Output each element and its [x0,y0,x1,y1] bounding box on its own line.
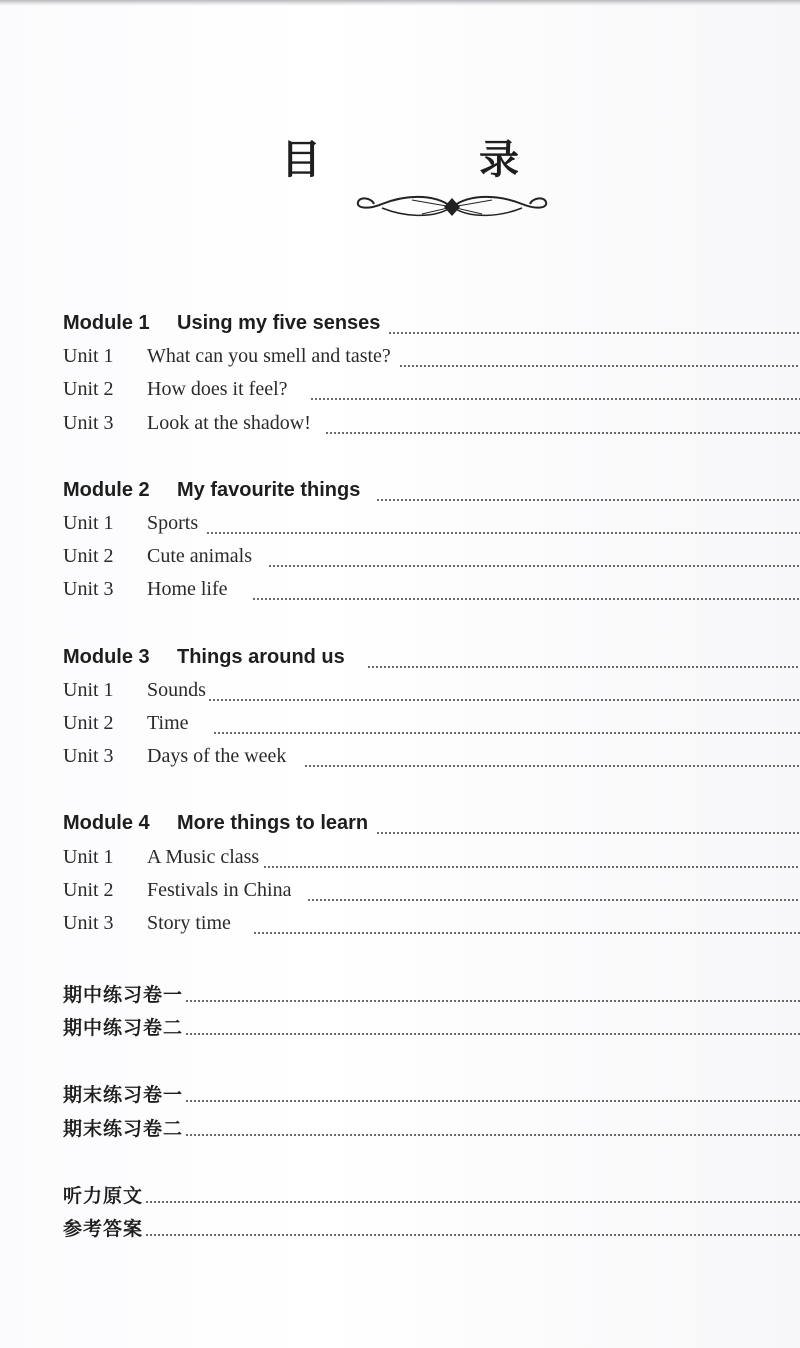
module-number: Module 4 [63,812,150,834]
dot-leader [376,479,800,509]
toc-entry-midterm-2[interactable] [63,1013,800,1043]
page-title: 目 录 [281,137,591,183]
unit-title: Time [147,712,189,734]
dot-leader [304,745,800,775]
unit-title: A Music class [147,846,260,868]
toc-entry-unit[interactable] [63,512,800,542]
entry-title: 期末练习卷二 [63,1118,184,1140]
dot-leader [388,312,800,342]
decorative-flourish-icon [352,192,552,222]
dot-leader [145,1181,800,1211]
toc-entry-final-2[interactable] [63,1114,800,1144]
entry-title: 期中练习卷二 [63,1017,184,1039]
unit-title: Story time [147,912,231,934]
toc-entry-unit[interactable] [63,545,800,575]
unit-number: Unit 3 [63,412,114,434]
unit-number: Unit 2 [63,545,114,567]
unit-number: Unit 1 [63,345,114,367]
dot-leader [310,378,800,408]
dot-leader [253,912,800,942]
entry-title: 参考答案 [63,1218,144,1240]
toc-entry-midterm-1[interactable] [63,980,800,1010]
dot-leader [268,545,800,575]
entry-title: 期中练习卷一 [63,984,184,1006]
toc-entry-unit[interactable] [63,912,800,942]
dot-leader [145,1214,800,1244]
module-number: Module 1 [63,312,150,334]
unit-number: Unit 3 [63,745,114,767]
toc-entry-unit[interactable] [63,745,800,775]
unit-title: How does it feel? [147,378,288,400]
toc-entry-module-2[interactable] [63,479,800,509]
toc-entry-unit[interactable] [63,345,800,375]
dot-leader [213,712,800,742]
dot-leader [206,512,800,542]
unit-number: Unit 3 [63,912,114,934]
toc-entry-answer-key[interactable] [63,1214,800,1244]
dot-leader [252,578,800,608]
unit-number: Unit 1 [63,512,114,534]
dot-leader [208,679,800,709]
unit-title: Home life [147,578,228,600]
toc-entry-module-1[interactable] [63,312,800,342]
toc-entry-final-1[interactable] [63,1080,800,1110]
module-number: Module 2 [63,479,150,501]
unit-number: Unit 2 [63,879,114,901]
unit-title: What can you smell and taste? [147,345,391,367]
module-title: Using my five senses [177,312,381,334]
dot-leader [185,980,800,1010]
page-top-edge [0,0,800,6]
unit-number: Unit 2 [63,712,114,734]
module-title: Things around us [177,646,345,668]
toc-entry-unit[interactable] [63,879,800,909]
unit-title: Sounds [147,679,206,701]
toc-entry-unit[interactable] [63,412,800,442]
toc-entry-unit[interactable] [63,578,800,608]
toc-entry-module-4[interactable] [63,812,800,842]
module-number: Module 3 [63,646,150,668]
dot-leader [185,1013,800,1043]
toc-entry-unit[interactable] [63,679,800,709]
dot-leader [367,646,800,676]
toc-entry-listening-scripts[interactable] [63,1181,800,1211]
dot-leader [307,879,800,909]
toc-entry-unit[interactable] [63,712,800,742]
toc-entry-unit[interactable] [63,846,800,876]
unit-title: Festivals in China [147,879,292,901]
toc-entry-unit[interactable] [63,378,800,408]
toc-entry-module-3[interactable] [63,646,800,676]
dot-leader [185,1080,800,1110]
dot-leader [185,1114,800,1144]
entry-title: 期末练习卷一 [63,1084,184,1106]
unit-title: Days of the week [147,745,287,767]
unit-number: Unit 1 [63,846,114,868]
unit-title: Sports [147,512,199,534]
unit-title: Look at the shadow! [147,412,311,434]
dot-leader [325,412,800,442]
unit-title: Cute animals [147,545,252,567]
module-title: My favourite things [177,479,361,501]
dot-leader [376,812,800,842]
dot-leader [399,345,800,375]
unit-number: Unit 3 [63,578,114,600]
entry-title: 听力原文 [63,1185,144,1207]
unit-number: Unit 2 [63,378,114,400]
module-title: More things to learn [177,812,369,834]
dot-leader [263,846,800,876]
unit-number: Unit 1 [63,679,114,701]
